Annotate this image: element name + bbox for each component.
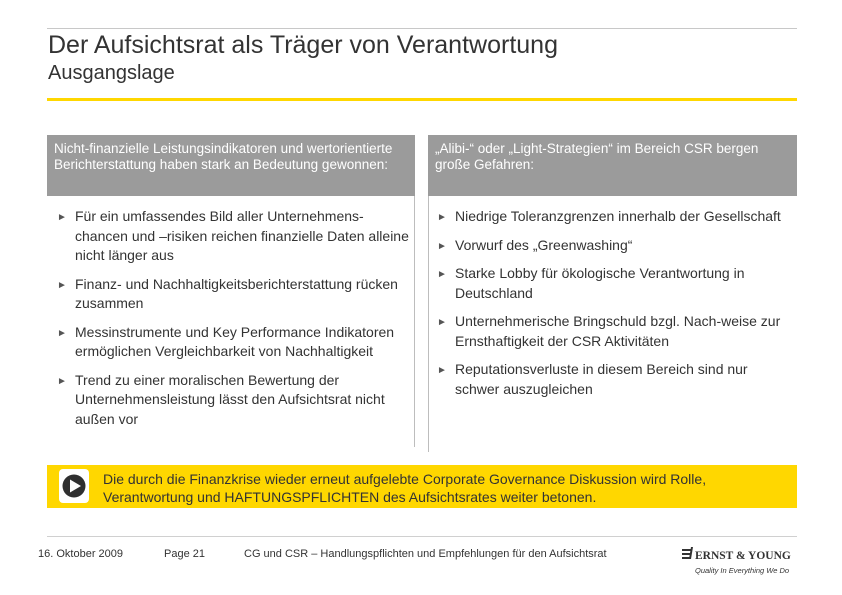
left-bullet-list [54, 207, 409, 438]
bullet-arrow-icon: ► [437, 269, 447, 280]
list-item: ► Finanz- und Nachhaltigkeitsberichterstattung rücken zusammen [57, 275, 398, 311]
left-column-heading: Nicht-finanzielle Leistungsindikatoren und wertorientierte Berichterstattung haben stark an Bedeutung gewonnen: [47, 135, 415, 196]
page-title: Der Aufsichtsrat als Träger von Verantwortung [48, 31, 558, 59]
list-item: ► Vorwurf des „Greenwashing“ [434, 236, 794, 256]
title-underline [47, 98, 797, 101]
list-item: ► Niedrige Toleranzgrenzen innerhalb der Gesellschaft [434, 207, 794, 227]
bullet-arrow-icon: ► [437, 365, 447, 376]
footer-page-number: Page 21 [164, 548, 205, 560]
list-item: ► Trend zu einer moralischen Bewertung der Unternehmensleistung lässt den Aufsichtsrat nicht außen vor [57, 371, 385, 427]
logo-wordmark: ERNST & YOUNG [695, 550, 791, 562]
right-column-border [428, 196, 429, 452]
play-icon [59, 469, 89, 503]
footer-divider [47, 536, 797, 537]
list-item: ► Messinstrumente und Key Performance Indikatoren ermöglichen Vergleichbarkeit von Nachhaltigkeit [57, 323, 395, 359]
page-subtitle: Ausgangslage [48, 62, 175, 84]
bullet-arrow-icon: ► [57, 279, 67, 291]
list-item: ► Reputationsverluste in diesem Bereich sind nur schwer auszugleichen [437, 361, 748, 397]
bullet-arrow-icon: ► [57, 327, 67, 339]
footer-description: CG und CSR – Handlungspflichten und Empfehlungen für den Aufsichtsrat [244, 548, 607, 560]
left-column-border [414, 196, 415, 447]
bullet-arrow-icon: ► [437, 212, 447, 223]
conclusion-callout [47, 465, 797, 508]
right-bullet-list [434, 207, 794, 408]
bullet-arrow-icon: ► [437, 317, 447, 328]
logo-tagline: Quality In Everything We Do [695, 566, 790, 575]
footer-date: 16. Oktober 2009 [38, 548, 124, 560]
right-column-heading: „Alibi-“ oder „Light-Strategien“ im Bereich CSR bergen große Gefahren: [428, 135, 797, 196]
ernst-young-logo [681, 545, 799, 579]
bullet-arrow-icon: ► [57, 212, 67, 223]
bullet-arrow-icon: ► [437, 240, 447, 252]
list-item: ► Unternehmerische Bringschuld bzgl. Nach-weise zur Ernsthaftigkeit der CSR Aktivitäten [437, 313, 781, 349]
list-item: ► Starke Lobby für ökologische Verantwortung in Deutschland [437, 265, 745, 301]
top-divider [47, 28, 797, 29]
callout-text: Die durch die Finanzkrise wieder erneut aufgelebte Corporate Governance Diskussion wird Rolle, Verantwortung und HAFTUNGSPFLICHTEN des Aufsichtsrates weiter betonen. [103, 471, 707, 505]
bullet-arrow-icon: ► [57, 375, 67, 387]
list-item: ► Für ein umfassendes Bild aller Unternehmens-chancen und –risiken reichen finanzielle Daten alleine nicht länger aus [57, 208, 409, 263]
